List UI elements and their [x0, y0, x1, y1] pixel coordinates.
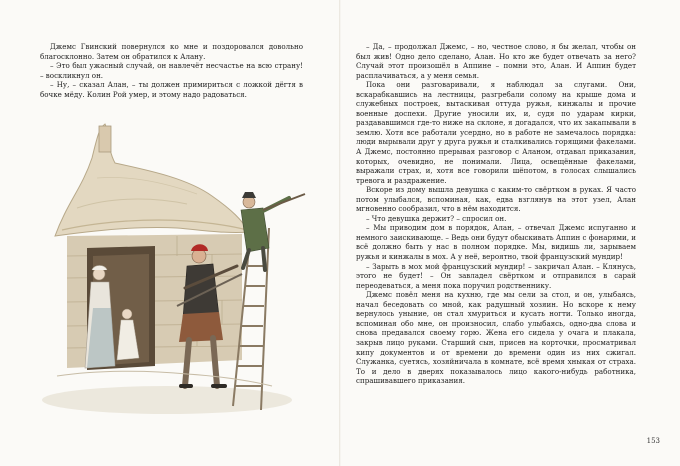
- paragraph: Вскоре из дому вышла девушка с каким-то свёртком в руках. Я часто потом улыбался, вспоминая, как, едва взглянув на этот узел, Алан мгновенно сообразил, что в нём находится.: [356, 185, 636, 214]
- paragraph: Пока они разговаривали, я наблюдал за слугами. Они, вскарабкавшись на лестницы, разгребали солому на крыше дома и служебных построек, вытаскивая оттуда ружья, кинжалы и прочие военные доспехи. Другие уносили их, и, судя по ударам кирки, раздававшимся где-то ниже на склоне, я догадался, что их закапывали в землю. Хотя все работали усердно, но в работе не замечалось порядка: люди вырывали друг у друга ружья и сталкивались горящими факелами. А Джемс, постоянно прерывая разговор с Аланом, отдавал приказания, которых, очевидно, не понимали. Лица, освещённые факелами, выражали страх, и, хотя все говорили шёпотом, в голосах слышались тревога и раздражение.: [356, 80, 636, 185]
- paragraph: – Зарыть в мох мой французский мундир! – закричал Алан. – Клянусь, этого не будет! – Он завладел свёртком и отправился в сарай переодеваться, а меня пока поручил родственнику.: [356, 261, 636, 290]
- paragraph: Джемс повёл меня на кухню, где мы сели за стол, и он, улыбаясь, начал беседовать со мной, как радушный хозяин. Но вскоре к нему вернулось уныние, он стал хмуриться и кусать ногти. Только иногда, вспоминая обо мне, он произносил, слабо улыбаясь, одно-два слова и снова предавался своему горю. Жена его сидела у очага и плакала, закрыв лицо руками. Старший сын, присев на корточки, просматривал кипу документов и от времени до времени один из них сжигал. Служанка, суетясь, хозяйничала в комнате, всё время хныкая от страха. То и дело в дверях показывалось лицо какого-нибудь работника, спрашивавшего приказания.: [356, 290, 636, 386]
- left-page-text: [40, 42, 303, 99]
- right-page: [341, 0, 680, 466]
- paragraph: – Да, – продолжал Джемс, – но, честное слово, я бы желал, чтобы он был жив! Одно дело сделано, Алан. Но кто же будет отвечать за него? Случай этот произошёл в Аппине – помни это, Алан. И Аппин будет расплачиваться, а у меня семья.: [356, 42, 636, 80]
- paragraph: – Ну, – сказал Алан, – ты должен примириться с ложкой дёгтя в бочке мёду. Колин Рой умер, и этому надо радоваться.: [40, 80, 303, 99]
- page-number: 153: [646, 437, 660, 445]
- cottage-illustration: [37, 118, 312, 418]
- paragraph: – Что девушка держит? – спросил он.: [366, 213, 507, 223]
- paragraph: – Это был ужасный случай, он навлечёт несчастье на всю страну! – воскликнул он.: [40, 61, 303, 80]
- right-page-text: [356, 42, 636, 386]
- paragraph: – Мы приводим дом в порядок, Алан, – отвечал Джемс испуганно и немного заискивающе. – Ведь они будут обыскивать Аппин с фонарями, и всё должно быть у нас в полном порядке. Мы, видишь ли, зарываем ружья и кинжалы в мох. А у неё, вероятно, твой французский мундир!: [356, 223, 636, 262]
- paragraph: Джемс Гвинский повернулся ко мне и поздоровался довольно благосклонно. Затем он обратился к Алану.: [40, 42, 303, 61]
